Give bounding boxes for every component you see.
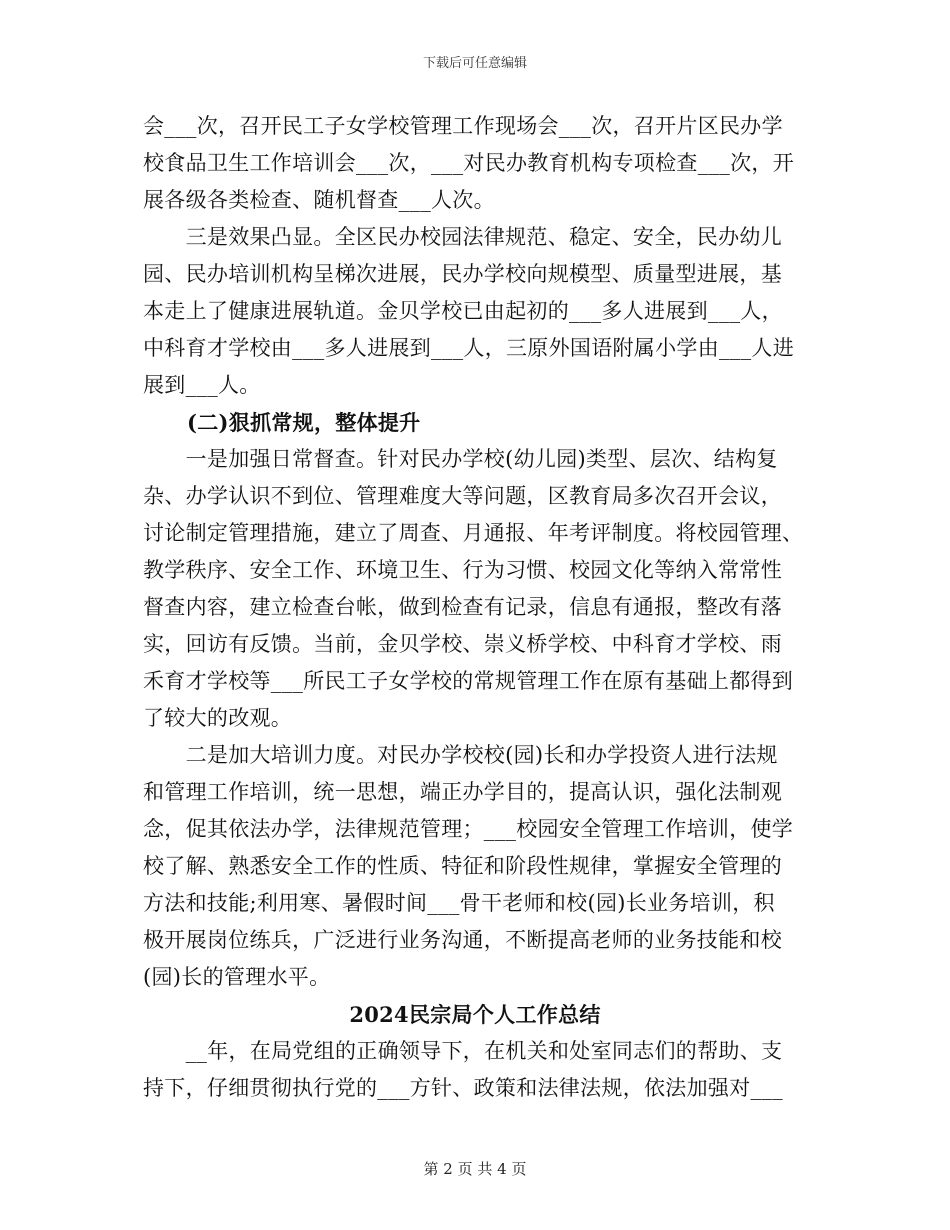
text-line: 会___次，召开民工子女学校管理工作现场会___次，召开片区民办学 <box>143 114 783 138</box>
text-line: 教学秩序、安全工作、环境卫生、行为习惯、校园文化等纳入常常性 <box>143 558 782 582</box>
text-line: 中科育才学校由___多人进展到___人，三原外国语附属小学由___人进 <box>143 336 794 360</box>
text-line: 本走上了健康进展轨道。金贝学校已由起初的___多人进展到___人， <box>143 299 783 323</box>
paragraph-training <box>143 737 807 996</box>
text-line: 展各级各类检查、随机督查___人次。 <box>143 188 495 212</box>
text-line: 和管理工作培训，统一思想，端正办学目的，提高认识，强化法制观 <box>143 780 782 804</box>
text-line: 二是加大培训力度。对民办学校校(园)长和办学投资人进行法规 <box>143 743 778 767</box>
document-body <box>143 108 807 1107</box>
text-line: 讨论制定管理措施，建立了周查、月通报、年考评制度。将校园管理、 <box>143 521 804 545</box>
text-line: 校食品卫生工作培训会___次，___对民办教育机构专项检查___次，开 <box>143 151 794 175</box>
text-line: 园、民办培训机构呈梯次进展，民办学校向规模型、质量型进展，基 <box>143 262 782 286</box>
text-line: 展到___人。 <box>143 373 261 397</box>
paragraph-summary <box>143 1033 807 1107</box>
text-line: 实，回访有反馈。当前，金贝学校、崇义桥学校、中科育才学校、雨 <box>143 632 782 656</box>
text-line: (园)长的管理水平。 <box>143 965 331 989</box>
text-line: 念，促其依法办学，法律规范管理；___校园安全管理工作培训，使学 <box>143 817 794 841</box>
text-line: 一是加强日常督查。针对民办学校(幼儿园)类型、层次、结构复 <box>143 447 778 471</box>
text-line: __年，在局党组的正确领导下，在机关和处室同志们的帮助、支 <box>143 1039 783 1063</box>
paragraph-meetings <box>143 108 807 219</box>
text-line: 校了解、熟悉安全工作的性质、特征和阶段性规律，掌握安全管理的 <box>143 854 782 878</box>
text-line: 三是效果凸显。全区民办校园法律规范、稳定、安全，民办幼儿 <box>143 225 782 249</box>
document-title: 2024民宗局个人工作总结 <box>349 1002 601 1027</box>
paragraph-effects <box>143 219 807 404</box>
text-line: 督查内容，建立检查台帐，做到检查有记录，信息有通报，整改有落 <box>143 595 782 619</box>
text-line: 持下，仔细贯彻执行党的___方针、政策和法律法规，依法加强对___ <box>143 1076 783 1100</box>
text-line: 极开展岗位练兵，广泛进行业务沟通，不断提高老师的业务技能和校 <box>143 928 782 952</box>
section-heading: (二)狠抓常规，整体提升 <box>187 410 421 435</box>
paragraph-inspection <box>143 441 807 737</box>
page-header-note: 下载后可任意编辑 <box>422 56 527 71</box>
text-line: 杂、办学认识不到位、管理难度大等问题，区教育局多次召开会议， <box>143 484 782 508</box>
text-line: 了较大的改观。 <box>143 706 293 730</box>
page-number: 第 2 页 共 4 页 <box>423 1160 527 1178</box>
text-line: 禾育才学校等___所民工子女学校的常规管理工作在原有基础上都得到 <box>143 669 794 693</box>
text-line: 方法和技能;利用寒、暑假时间___骨干老师和校(园)长业务培训，积 <box>143 891 775 915</box>
